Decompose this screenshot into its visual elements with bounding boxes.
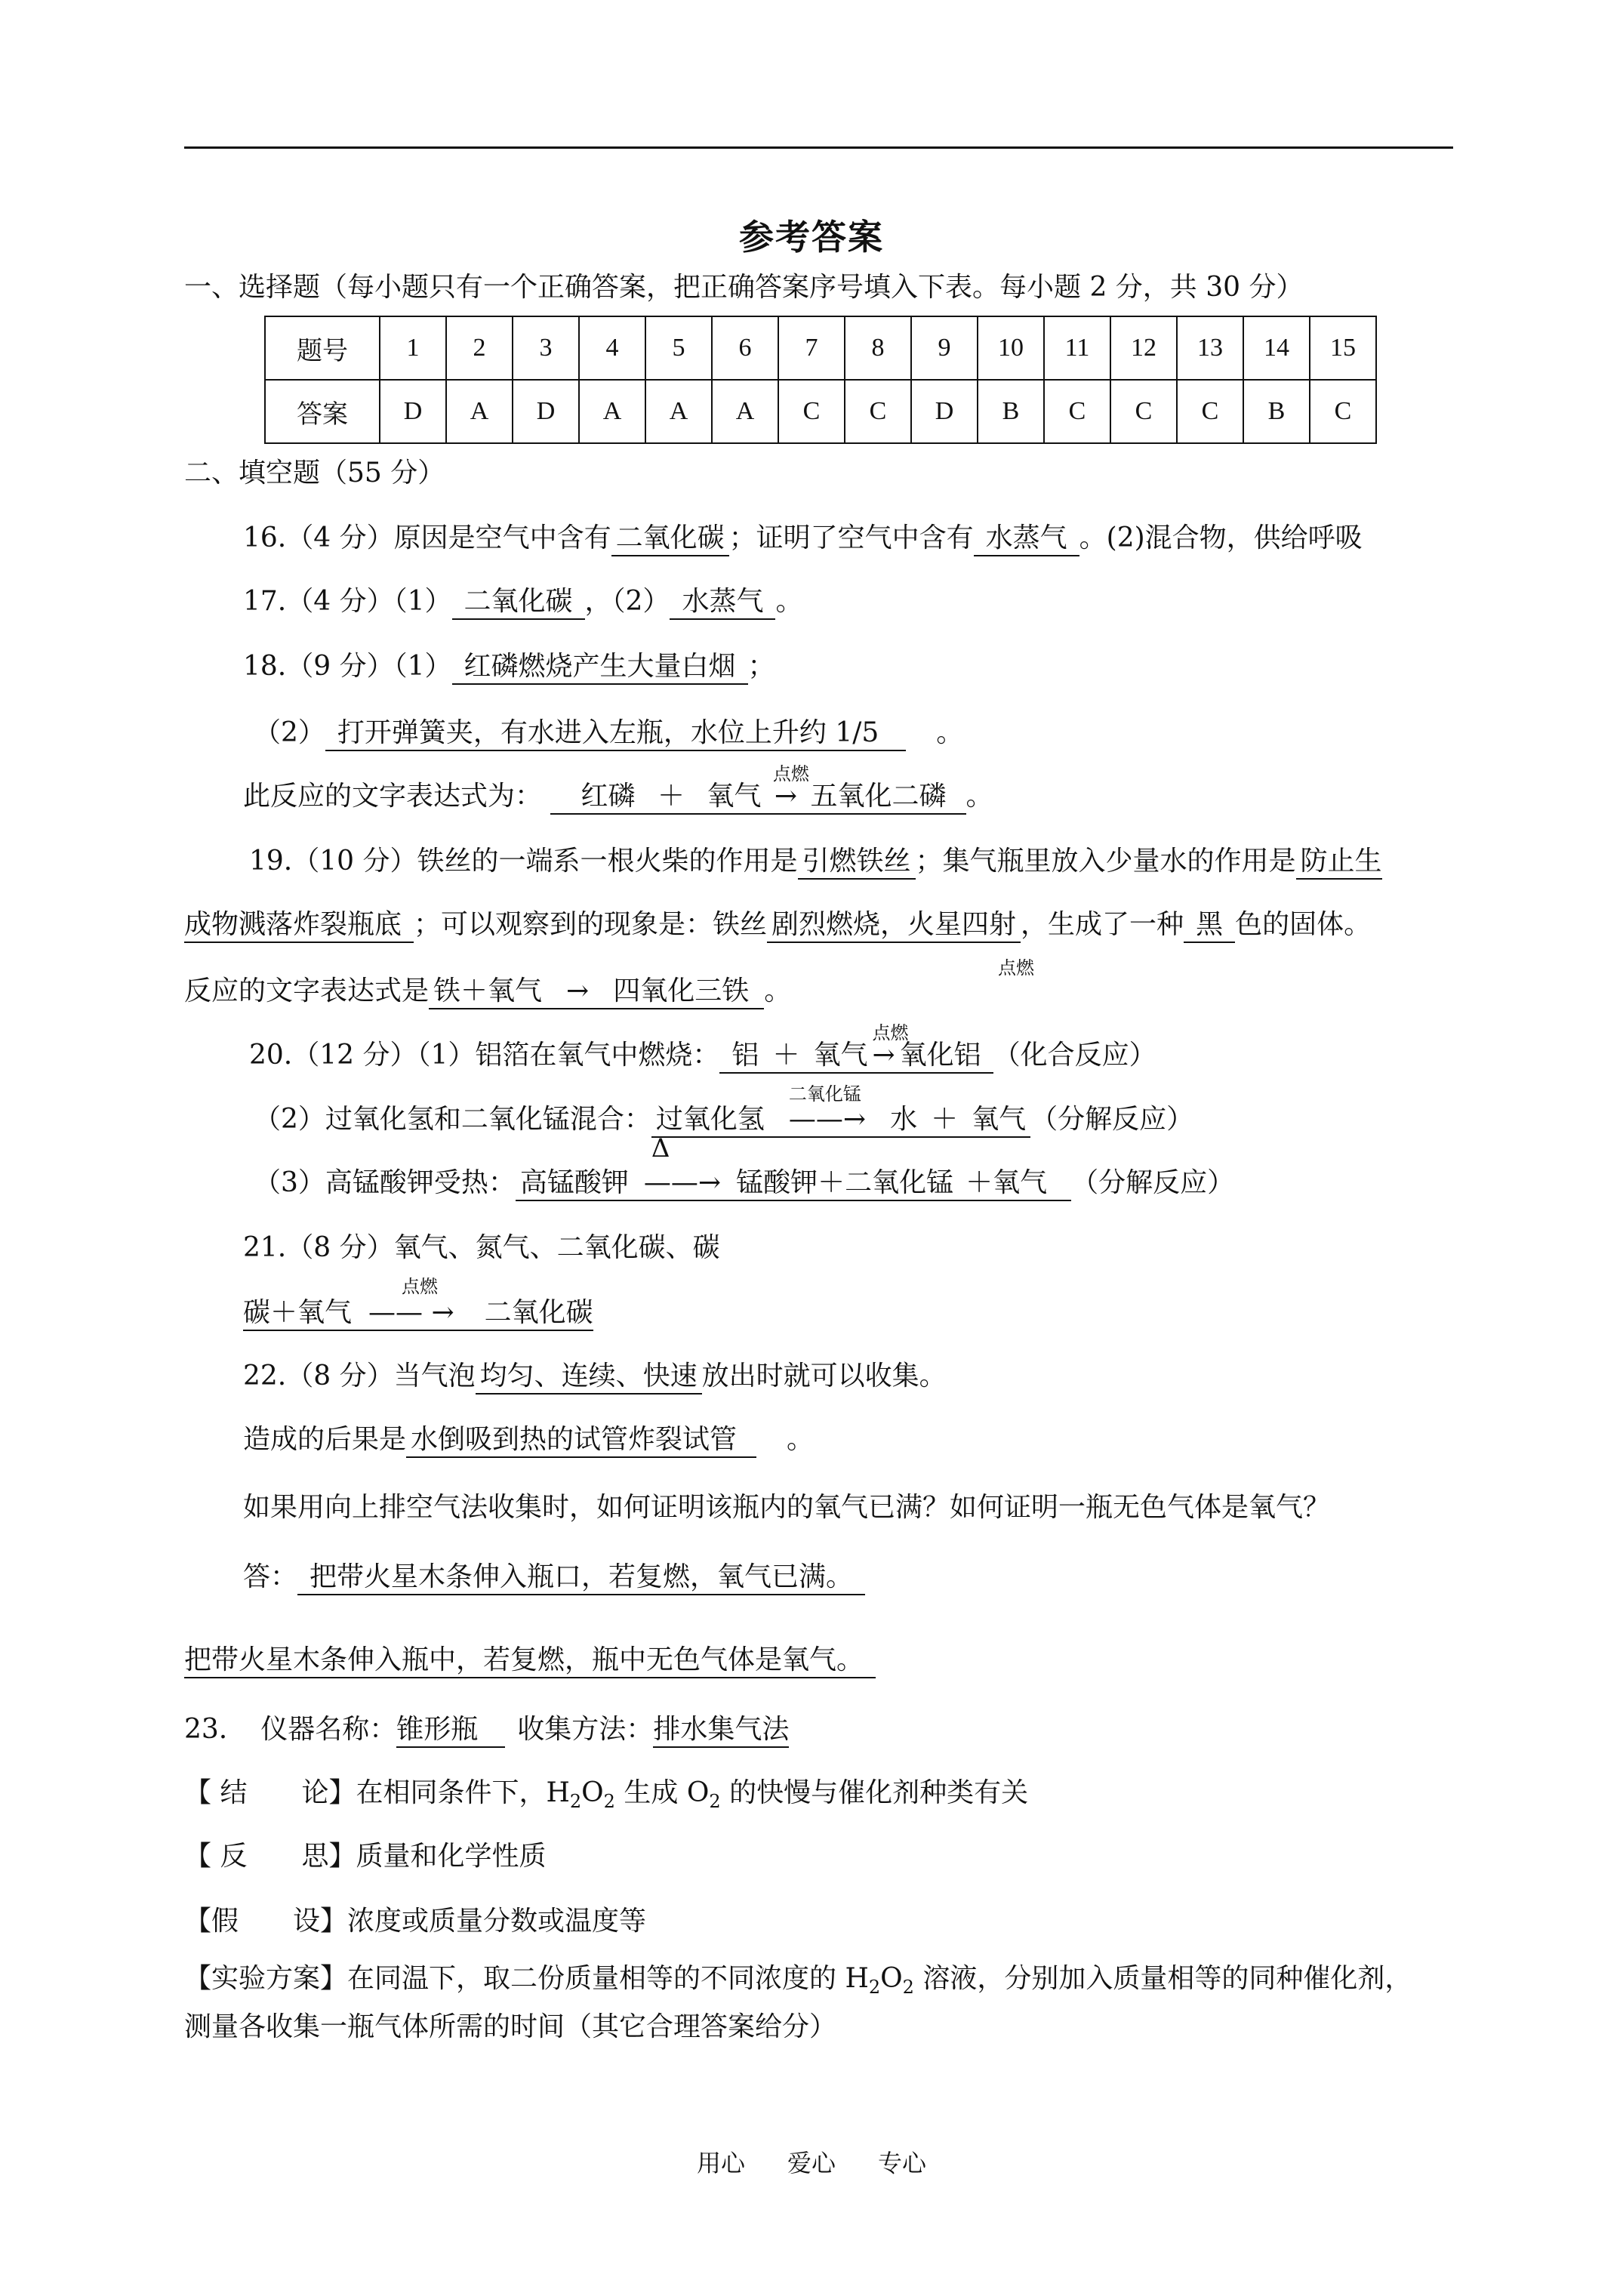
- q20-condition-2: 二氧化锰: [788, 1083, 861, 1105]
- q20-equation-2: [651, 1083, 1030, 1138]
- table-cell-question: 10: [978, 316, 1044, 380]
- q20-arrow-3-glyph: ——→: [643, 1167, 722, 1198]
- q19-line-2: [184, 908, 1371, 943]
- q20-arrow-2: [788, 1083, 867, 1135]
- table-cell-answer: C: [778, 380, 845, 443]
- q21-equation-underline: [243, 1298, 593, 1331]
- q23-number: 23.: [184, 1714, 228, 1745]
- q18-suffix-2: 。: [936, 717, 964, 748]
- q17-line: [243, 584, 802, 620]
- q20-equation-3: [516, 1133, 1071, 1201]
- q20-arrow-glyph: →: [872, 1040, 895, 1071]
- q17-answer-2: 水蒸气: [670, 587, 775, 620]
- q19-reactants: 铁＋氧气: [433, 975, 543, 1006]
- q22-suffix-2: 。: [787, 1424, 815, 1455]
- q20-plus-2: ＋: [931, 1104, 959, 1135]
- q19-mid-1: ；集气瓶里放入少量水的作用是: [915, 846, 1296, 877]
- table-cell-question: 3: [513, 316, 579, 380]
- table-cell-question: 12: [1110, 316, 1177, 380]
- table-row-answers: [265, 380, 1376, 443]
- table-cell-answer: C: [845, 380, 911, 443]
- q18-product: 五氧化二磷: [810, 781, 947, 812]
- q19-line-3: [184, 974, 791, 1009]
- table-row-questions: [265, 316, 1376, 380]
- q23-label-instrument: 仪器名称：: [260, 1714, 397, 1745]
- q19-answer-2a: 防止生: [1296, 846, 1382, 880]
- q19-line-1: [249, 844, 1382, 880]
- table-cell-answer: A: [579, 380, 645, 443]
- table-cell-answer: C: [1177, 380, 1243, 443]
- q19-answer-4: 黑: [1184, 910, 1235, 943]
- q19-equation-label: 反应的文字表达式是: [184, 975, 430, 1006]
- subscript-2: 2: [569, 1791, 582, 1813]
- footer-item: 用心: [696, 2149, 745, 2177]
- q23-conclusion-text-4: 的快慢与催化剂种类有关: [720, 1777, 1029, 1808]
- q22-line-1: [243, 1359, 947, 1395]
- footer-item: 爱心: [787, 2149, 836, 2177]
- subscript-2: 2: [603, 1791, 615, 1813]
- q20-line-2: [254, 1083, 1194, 1138]
- q23-plan-line-2: 测量各收集一瓶气体所需的时间（其它合理答案给分）: [184, 2011, 837, 2042]
- q18-reactant-2: 氧气: [707, 781, 762, 812]
- q18-condition: 点燃: [772, 763, 809, 784]
- table-cell-answer: D: [513, 380, 579, 443]
- q18-answer-1: 红磷燃烧产生大量白烟: [452, 652, 748, 685]
- q23-plan-text-2: O: [880, 1963, 903, 1994]
- q17-suffix: 。: [775, 586, 803, 617]
- q22-answer-label: 答：: [243, 1561, 298, 1592]
- table-cell-answer: B: [1243, 380, 1310, 443]
- q22-answer-3: 把带火星木条伸入瓶口，若复燃，氧气已满。: [297, 1562, 865, 1595]
- answer-table: [264, 316, 1377, 444]
- table-header-q: 题号: [265, 316, 380, 380]
- q20-prefix-2: （2）过氧化氢和二氧化锰混合：: [254, 1104, 651, 1135]
- q23-conclusion-text-3: 生成 O: [614, 1777, 710, 1808]
- q23-plan-text-3: 溶液，分别加入质量相等的同种催化剂，: [913, 1963, 1412, 1994]
- q19-equation: [429, 976, 764, 1009]
- q21-condition: 点燃: [402, 1276, 438, 1297]
- q21-equation: [243, 1296, 593, 1331]
- q17-mid: ，（2）: [584, 586, 670, 617]
- q20-product-manganate: 锰酸钾＋二氧化锰: [736, 1167, 954, 1198]
- table-cell-answer: D: [380, 380, 446, 443]
- q22-line-4: [243, 1560, 865, 1595]
- q23-reflection: [184, 1839, 546, 1874]
- q23-label-method: 收集方法：: [517, 1714, 654, 1745]
- q20-arrow-3: [643, 1133, 722, 1198]
- q22-answer-1: 均匀、连续、快速: [476, 1361, 702, 1395]
- q18-equation-label: 此反应的文字表达式为：: [243, 781, 543, 812]
- q20-prefix-3: （3）高锰酸钾受热：: [254, 1167, 516, 1198]
- q19-answer-1: 引燃铁丝: [798, 846, 916, 880]
- table-cell-question: 9: [911, 316, 978, 380]
- q23-line-1: [184, 1712, 789, 1748]
- q22-answer-4: 把带火星木条伸入瓶中，若复燃，瓶中无色气体是氧气。: [184, 1645, 876, 1678]
- q20-product-water: 水: [890, 1104, 918, 1135]
- table-cell-question: 8: [845, 316, 911, 380]
- q18-line-1: [243, 649, 775, 685]
- q23-plan-text-1: 在同温下，取二份质量相等的不同浓度的 H: [347, 1963, 869, 1994]
- q18-suffix-1: ；: [747, 651, 775, 682]
- table-cell-answer: A: [446, 380, 513, 443]
- q23-reflection-label: 【 反 思】: [184, 1841, 356, 1872]
- q23-plan-label: 【实验方案】: [184, 1963, 348, 1994]
- table-cell-answer: D: [911, 380, 978, 443]
- q19-mid-2: ；可以观察到的现象是：铁丝: [414, 909, 768, 940]
- table-cell-question: 1: [380, 316, 446, 380]
- q19-condition: 点燃: [998, 957, 1034, 978]
- table-cell-question: 5: [645, 316, 712, 380]
- q20-reactant-h2o2: 过氧化氢: [655, 1104, 765, 1135]
- q16-mid: ；证明了空气中含有: [728, 522, 974, 553]
- q23-reflection-text: 质量和化学性质: [356, 1841, 547, 1872]
- q19-prefix: 19.（10 分）铁丝的一端系一根火柴的作用是: [249, 846, 798, 877]
- q18-line-2: [254, 716, 963, 751]
- q20-type-1: （化合反应）: [993, 1040, 1156, 1071]
- q18-prefix-2: （2）: [254, 717, 325, 748]
- q22-line-2: [243, 1422, 814, 1458]
- q21-arrow: —— →: [368, 1297, 454, 1328]
- q19-product: 四氧化三铁: [613, 975, 750, 1006]
- table-cell-question: 15: [1310, 316, 1376, 380]
- q20-line-1: [249, 1022, 1156, 1074]
- q23-conclusion-label: 【 结 论】: [184, 1777, 356, 1808]
- q20-type-3: （分解反应）: [1071, 1167, 1235, 1198]
- q22-prefix: 22.（8 分）当气泡: [243, 1361, 476, 1391]
- q23-conclusion-text-1: 在相同条件下，H: [356, 1777, 570, 1808]
- q19-suffix-3: 。: [764, 975, 792, 1006]
- section2-heading: 二、填空题（55 分）: [184, 458, 445, 488]
- q18-prefix: 18.（9 分）（1）: [243, 651, 452, 682]
- q22-prefix-2: 造成的后果是: [243, 1424, 407, 1455]
- q19-suffix-2: 色的固体。: [1235, 909, 1372, 940]
- q16-prefix: 16.（4 分）原因是空气中含有: [243, 522, 611, 553]
- q20-arrow-2-glyph: ——→: [788, 1104, 867, 1135]
- table-cell-question: 7: [778, 316, 845, 380]
- page-title: 参考答案: [739, 217, 884, 257]
- q16-answer-1: 二氧化碳: [611, 523, 729, 556]
- q18-plus: ＋: [657, 781, 685, 812]
- q20-product-o2: 氧气: [972, 1104, 1027, 1135]
- q18-reactant-1: 红磷: [581, 781, 636, 812]
- q20-product-1: 氧化铝: [899, 1040, 981, 1071]
- q20-condition-3: Δ: [651, 1133, 670, 1163]
- q18-answer-2: 打开弹簧夹，有水进入左瓶，水位上升约 1/5: [325, 718, 906, 751]
- section1-heading: 一、选择题（每小题只有一个正确答案，把正确答案序号填入下表。每小题 2 分，共 30 分）: [184, 272, 1304, 303]
- page-footer: [0, 2144, 1623, 2179]
- q23-conclusion: [184, 1776, 1028, 1819]
- q18-arrow: [772, 763, 809, 812]
- q16-line: [243, 521, 1363, 556]
- q17-answer-1: 二氧化碳: [452, 587, 585, 620]
- q18-equation: [550, 763, 965, 815]
- table-cell-answer: A: [712, 380, 778, 443]
- q21-reactants: 碳＋氧气: [243, 1297, 353, 1328]
- q22-line-5: [184, 1643, 876, 1678]
- q23-hypothesis: [184, 1904, 646, 1939]
- table-cell-answer: C: [1044, 380, 1110, 443]
- subscript-2: 2: [902, 1977, 914, 1999]
- q20-product-o2-3: ＋氧气: [965, 1167, 1048, 1198]
- subscript-2: 2: [868, 1977, 881, 1999]
- q17-prefix: 17.（4 分）（1）: [243, 586, 452, 617]
- q20-line-3: [254, 1133, 1235, 1201]
- q19-arrow: →: [566, 975, 590, 1006]
- q18-arrow-glyph: →: [774, 781, 798, 812]
- table-cell-answer: C: [1110, 380, 1177, 443]
- q20-prefix: 20.（12 分）（1）铝箔在氧气中燃烧：: [249, 1040, 720, 1071]
- q20-condition-1: 点燃: [872, 1022, 909, 1043]
- table-cell-question: 14: [1243, 316, 1310, 380]
- q20-reactant-al: 铝: [731, 1040, 759, 1071]
- table-cell-question: 11: [1044, 316, 1110, 380]
- table-cell-question: 4: [579, 316, 645, 380]
- table-cell-question: 6: [712, 316, 778, 380]
- table-cell-answer: C: [1310, 380, 1376, 443]
- table-cell-answer: A: [645, 380, 712, 443]
- q22-line-3: 如果用向上排空气法收集时，如何证明该瓶内的氧气已满？如何证明一瓶无色气体是氧气？: [243, 1492, 1331, 1523]
- q20-reactant-kmno4: 高锰酸钾: [519, 1167, 629, 1198]
- q23-hypothesis-label: 【假 设】: [184, 1906, 348, 1937]
- table-header-a: 答案: [265, 380, 380, 443]
- table-cell-question: 2: [446, 316, 513, 380]
- q19-answer-3: 剧烈燃烧，火星四射: [767, 910, 1021, 943]
- table-cell-question: 13: [1177, 316, 1243, 380]
- q23-answer-method: 排水集气法: [653, 1715, 789, 1748]
- q20-reactant-o2: 氧气: [813, 1040, 868, 1071]
- q20-plus-1: ＋: [772, 1040, 800, 1071]
- q20-type-2: （分解反应）: [1030, 1104, 1194, 1135]
- q22-suffix-1: 放出时就可以收集。: [701, 1361, 947, 1391]
- q23-conclusion-text-2: O: [581, 1777, 604, 1808]
- q19-mid-3: ，生成了一种: [1021, 909, 1184, 940]
- q18-line-3: [243, 763, 993, 815]
- header-rule: [184, 146, 1453, 149]
- q21-product: 二氧化碳: [484, 1297, 593, 1328]
- q23-hypothesis-text: 浓度或质量分数或温度等: [347, 1906, 647, 1937]
- q21-line-1: 21.（8 分）氧气、氮气、二氧化碳、碳: [243, 1232, 720, 1263]
- q20-arrow-1: [872, 1022, 909, 1071]
- q18-suffix-3: 。: [965, 781, 993, 812]
- table-cell-answer: B: [978, 380, 1044, 443]
- q19-answer-2b: 成物溅落炸裂瓶底: [184, 910, 414, 943]
- q23-plan-line-1: [184, 1962, 1412, 2005]
- q20-equation-1: [719, 1022, 993, 1074]
- q22-answer-2: 水倒吸到热的试管炸裂试管: [406, 1425, 756, 1458]
- q16-suffix: 。(2)混合物，供给呼吸: [1079, 522, 1363, 553]
- q23-answer-instrument: 锥形瓶: [396, 1715, 505, 1748]
- subscript-2: 2: [709, 1791, 721, 1813]
- q16-answer-2: 水蒸气: [974, 523, 1079, 556]
- footer-item: 专心: [878, 2149, 927, 2177]
